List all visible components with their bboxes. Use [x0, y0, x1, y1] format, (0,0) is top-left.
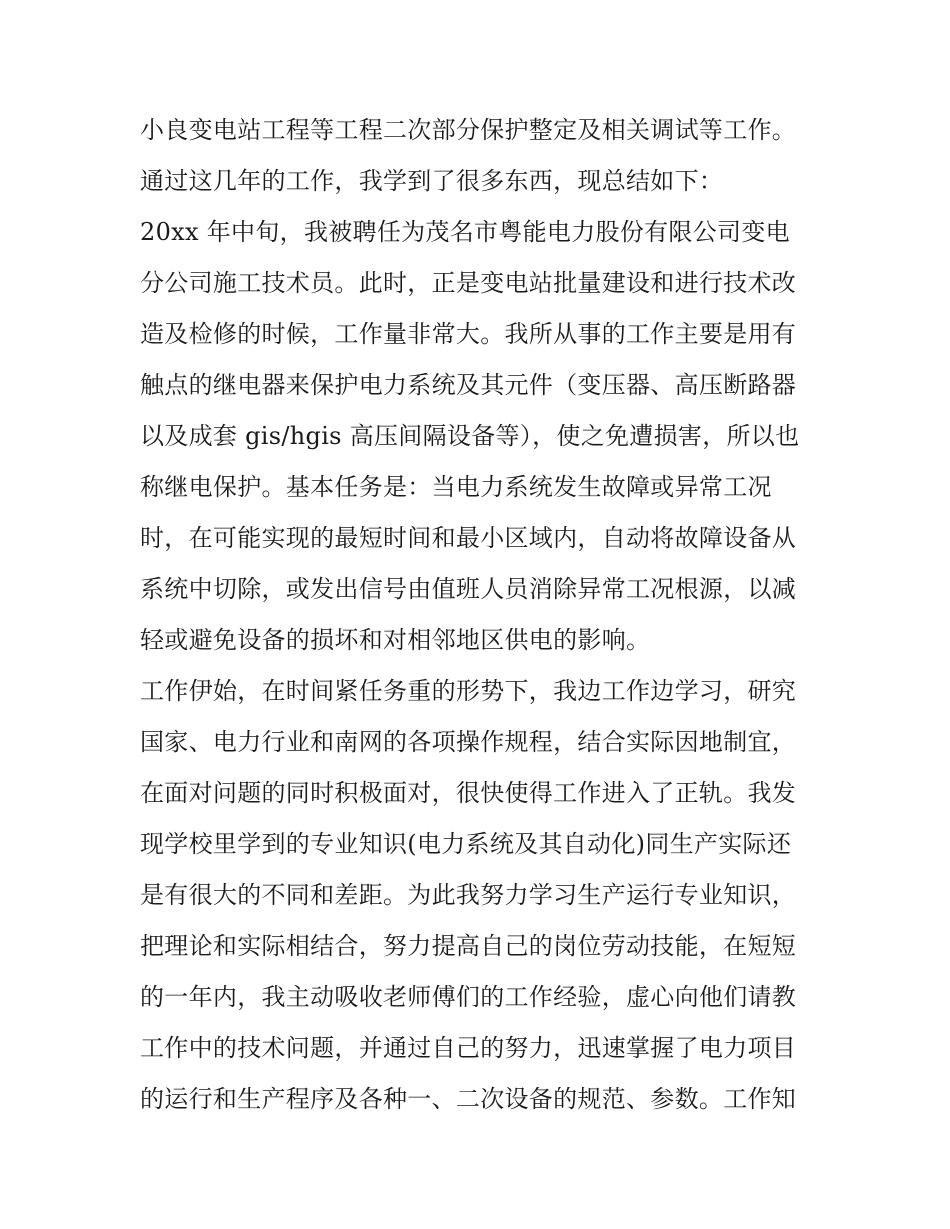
text-line: 分公司施工技术员。此时，正是变电站批量建设和进行技术改 — [140, 269, 797, 297]
text-line: 20xx 年中旬，我被聘任为茂名市粤能电力股份有限公司变电 — [140, 218, 790, 246]
text-line: 轻或避免设备的损坏和对相邻地区供电的影响。 — [140, 626, 651, 654]
text-line: 通过这几年的工作，我学到了很多东西，现总结如下： — [140, 167, 724, 195]
text-line: 是有很大的不同和差距。为此我努力学习生产运行专业知识， — [140, 881, 797, 909]
text-line: 触点的继电器来保护电力系统及其元件（变压器、高压断路器 — [140, 371, 797, 399]
text-line: 小良变电站工程等工程二次部分保护整定及相关调试等工作。 — [140, 116, 797, 144]
text-line: 称继电保护。基本任务是：当电力系统发生故障或异常工况 — [140, 473, 772, 501]
text-line: 把理论和实际相结合，努力提高自己的岗位劳动技能，在短短 — [140, 932, 797, 960]
text-line: 的一年内，我主动吸收老师傅们的工作经验，虚心向他们请教 — [140, 983, 797, 1011]
text-line: 现学校里学到的专业知识(电力系统及其自动化)同生产实际还 — [140, 830, 792, 858]
text-line: 国家、电力行业和南网的各项操作规程，结合实际因地制宜， — [140, 728, 797, 756]
text-line: 时，在可能实现的最短时间和最小区域内，自动将故障设备从 — [140, 524, 797, 552]
text-line: 工作伊始，在时间紧任务重的形势下，我边工作边学习，研究 — [140, 677, 797, 705]
text-line: 以及成套 gis/hgis 高压间隔设备等），使之免遭损害，所以也 — [140, 422, 800, 450]
text-line: 的运行和生产程序及各种一、二次设备的规范、参数。工作知 — [140, 1085, 797, 1113]
text-line: 在面对问题的同时积极面对，很快使得工作进入了正轨。我发 — [140, 779, 797, 807]
text-line: 系统中切除，或发出信号由值班人员消除异常工况根源，以减 — [140, 575, 797, 603]
text-line: 工作中的技术问题，并通过自己的努力，迅速掌握了电力项目 — [140, 1034, 797, 1062]
text-line: 造及检修的时候，工作量非常大。我所从事的工作主要是用有 — [140, 320, 797, 348]
